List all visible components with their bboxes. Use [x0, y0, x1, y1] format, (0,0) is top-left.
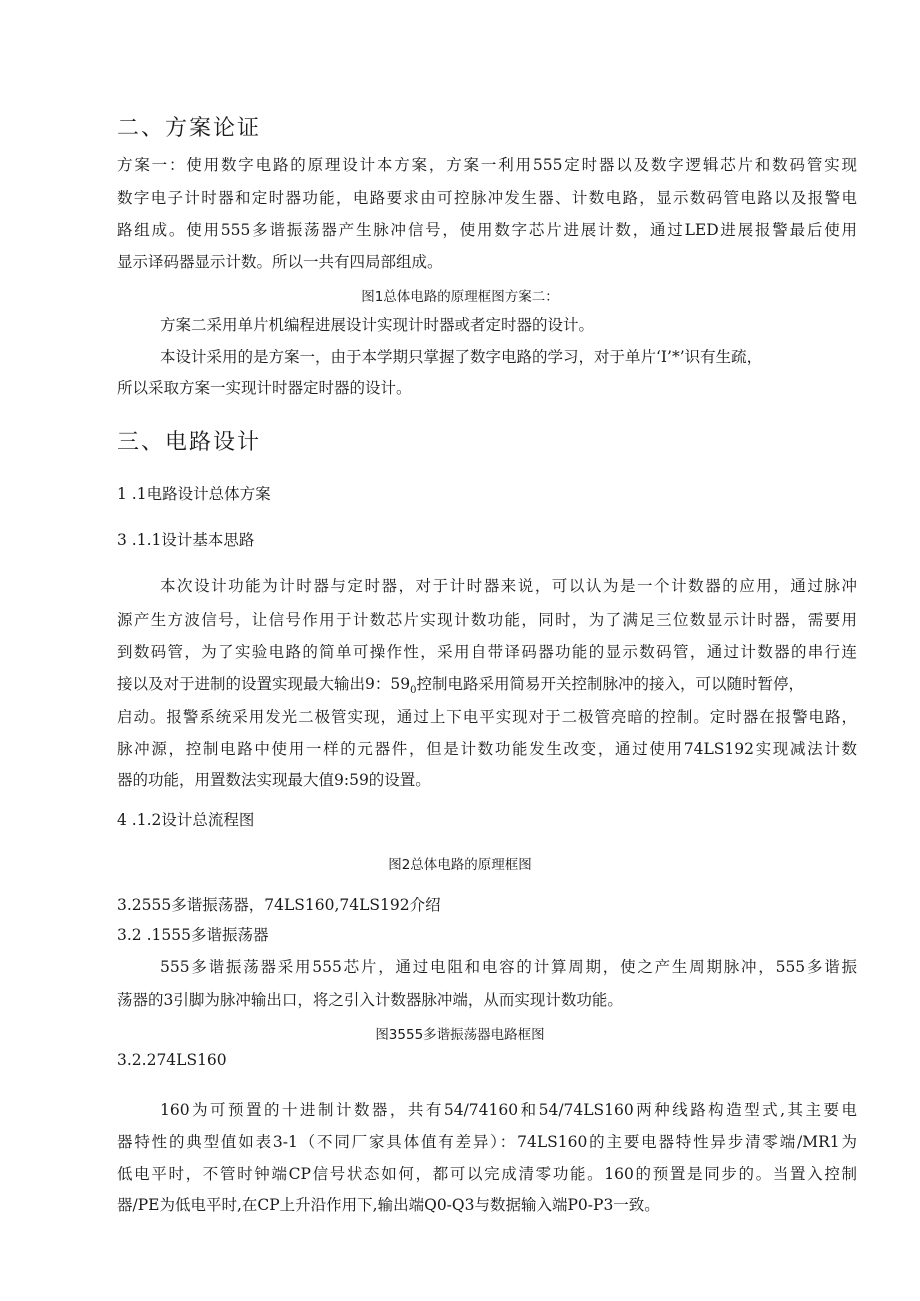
paragraph-line: 方案一：使用数字电路的原理设计本方案，方案一利用555定时器以及数字逻辑芯片和数码管实现	[117, 156, 857, 174]
paragraph-line: 160为可预置的十进制计数器，共有54/74160和54/74LS160两种线路构造型式,其主要电	[160, 1101, 857, 1119]
paragraph-line: 方案二采用单片机编程进展设计实现计时器或者定时器的设计。	[160, 316, 595, 334]
section-heading-2: 二、方案论证	[117, 116, 262, 141]
paragraph-line: 器特性的典型值如表3-1（不同厂家具体值有差异）：74LS160的主要电器特性异步清零端/MR1为	[117, 1133, 857, 1151]
paragraph-line: 本次设计功能为计时器与定时器，对于计时器来说，可以认为是一个计数器的应用，通过脉冲	[160, 577, 857, 595]
subsection-heading: 3 .1.1设计基本思路	[117, 531, 255, 549]
figure-caption-3: 图3555多谐振荡器电路框图	[375, 1027, 545, 1043]
paragraph-line: 启动。报警系统采用发光二极管实现，通过上下电平实现对于二极管亮暗的控制。定时器在报警电路，	[117, 708, 857, 726]
paragraph-line: 所以采取方案一实现计时器定时器的设计。	[117, 379, 412, 397]
paragraph-line: 显示译码器显示计数。所以一共有四局部组成。	[117, 253, 443, 271]
subsection-heading: 3.2555多谐振荡器，74LS160,74LS192介绍	[117, 896, 441, 914]
figure-caption-2: 图2总体电路的原理框图	[388, 857, 532, 873]
paragraph-line: 器的功能，用置数法实现最大值9:59的设置。	[117, 771, 431, 789]
paragraph-line: 数字电子计时器和定时器功能，电路要求由可控脉冲发生器、计数电路，显示数码管电路以及报警电	[117, 189, 857, 207]
paragraph-line: 本设计采用的是方案一，由于本学期只掌握了数字电路的学习，对于单片‘I’*’识有生疏，	[160, 348, 763, 366]
paragraph-line: 低电平时，不管时钟端CP信号状态如何，都可以完成清零功能。160的预置是同步的。当置入控制	[117, 1165, 857, 1183]
paragraph-line: 555多谐振荡器采用555芯片，通过电阻和电容的计算周期，使之产生周期脉冲，555多谐振	[160, 958, 857, 976]
paragraph-line: 源产生方波信号，让信号作用于计数芯片实现计数功能，同时，为了满足三位数显示计时器，需要用	[117, 611, 857, 629]
subsection-heading: 3.2.274LS160	[117, 1051, 227, 1069]
subsection-heading: 1 .1电路设计总体方案	[117, 485, 271, 503]
subsection-heading: 3.2 .1555多谐振荡器	[117, 926, 269, 944]
section-heading-3: 三、电路设计	[117, 430, 262, 455]
subsection-heading: 4 .1.2设计总流程图	[117, 811, 255, 829]
figure-caption-1: 图1总体电路的原理框图方案二：	[361, 289, 559, 305]
paragraph-line: 脉冲源，控制电路中使用一样的元器件，但是计数功能发生改变，通过使用74LS192实现减法计数	[117, 740, 857, 758]
paragraph-line: 器/PE为低电平时,在CP上升沿作用下,输出端Q0-Q3与数据输入端P0-P3一致。	[117, 1196, 660, 1214]
paragraph-line: 到数码管，为了实验电路的简单可操作性，采用自带译码器功能的显示数码管，通过计数器的串行连	[117, 643, 857, 661]
paragraph-line: 荡器的3引脚为脉冲输出口，将之引入计数器脉冲端，从而实现计数功能。	[117, 991, 623, 1009]
paragraph-line: 路组成。使用555多谐振荡器产生脉冲信号，使用数字芯片进展计数，通过LED进展报警最后使用	[117, 221, 857, 239]
paragraph-line: 接以及对于进制的设置实现最大输出9：$59_0$控制电路采用简易开关控制脉冲的接入，可以随时暂停，	[117, 675, 804, 697]
